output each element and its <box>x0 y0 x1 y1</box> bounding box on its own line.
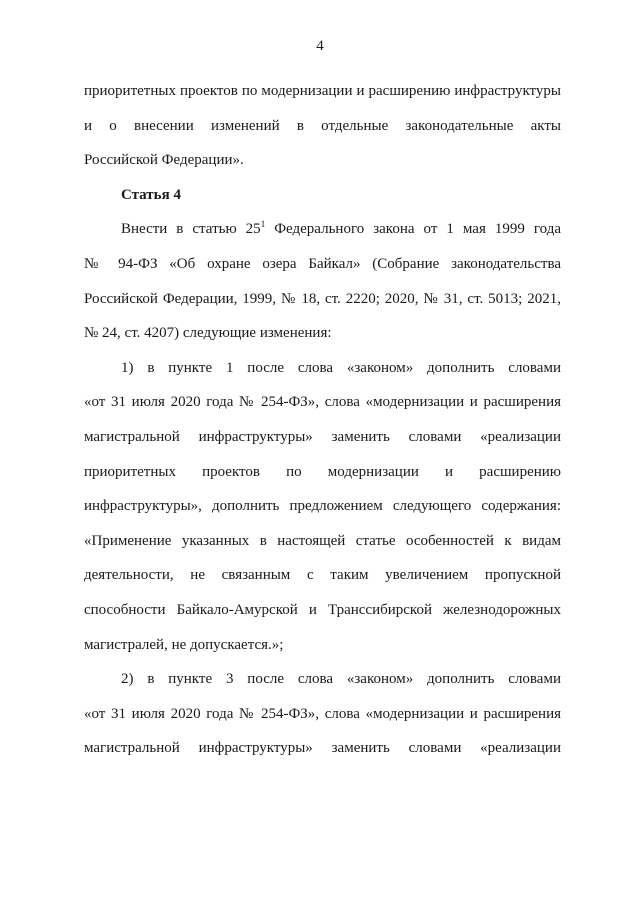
text-line: способности Байкало-Амурской и Транссибирской железнодорожных <box>84 601 561 618</box>
text-line: № 94-ФЗ «Об охране озера Байкал» (Собрание законодательства <box>84 255 561 272</box>
text-line: 1) в пункте 1 после слова «законом» дополнить словами <box>121 359 561 376</box>
article-heading: Статья 4 <box>121 186 181 203</box>
text-line: «от 31 июля 2020 года № 254-ФЗ», слова «модернизации и расширения <box>84 705 561 722</box>
text-line: Российской Федерации, 1999, № 18, ст. 2220; 2020, № 31, ст. 5013; 2021, <box>84 290 561 307</box>
text-line: «Применение указанных в настоящей статье особенностей к видам <box>84 532 561 549</box>
text-line: и о внесении изменений в отдельные законодательные акты <box>84 117 561 134</box>
text-segment: Внести в статью 25 <box>121 221 261 238</box>
text-line: приоритетных проектов по модернизации и расширению <box>84 463 561 480</box>
intro-paragraph <box>84 74 561 178</box>
text-line: 2) в пункте 3 после слова «законом» дополнить словами <box>121 671 561 688</box>
list-item-2 <box>84 662 561 766</box>
page-number: 4 <box>316 38 324 54</box>
text-line: № 24, ст. 4207) следующие изменения: <box>84 325 332 342</box>
list-item-1 <box>84 351 561 662</box>
text-line <box>84 212 561 247</box>
text-line: инфраструктуры», дополнить предложением следующего содержания: <box>84 498 561 515</box>
document-body <box>84 74 561 766</box>
text-segment: Федерального закона от 1 мая 1999 года <box>265 221 561 238</box>
article-paragraph <box>84 212 561 350</box>
text-line: магистральной инфраструктуры» заменить словами «реализации <box>84 740 561 757</box>
text-line: деятельности, не связанным с таким увеличением пропускной <box>84 567 561 584</box>
text-line: приоритетных проектов по модернизации и расширению инфраструктуры <box>84 83 561 99</box>
text-line: магистральной инфраструктуры» заменить словами «реализации <box>84 428 561 445</box>
text-line: «от 31 июля 2020 года № 254-ФЗ», слова «модернизации и расширения <box>84 394 561 411</box>
text-line: Российской Федерации». <box>84 152 244 169</box>
superscript: 1 <box>260 219 266 230</box>
text-line: магистралей, не допускается.»; <box>84 636 284 653</box>
